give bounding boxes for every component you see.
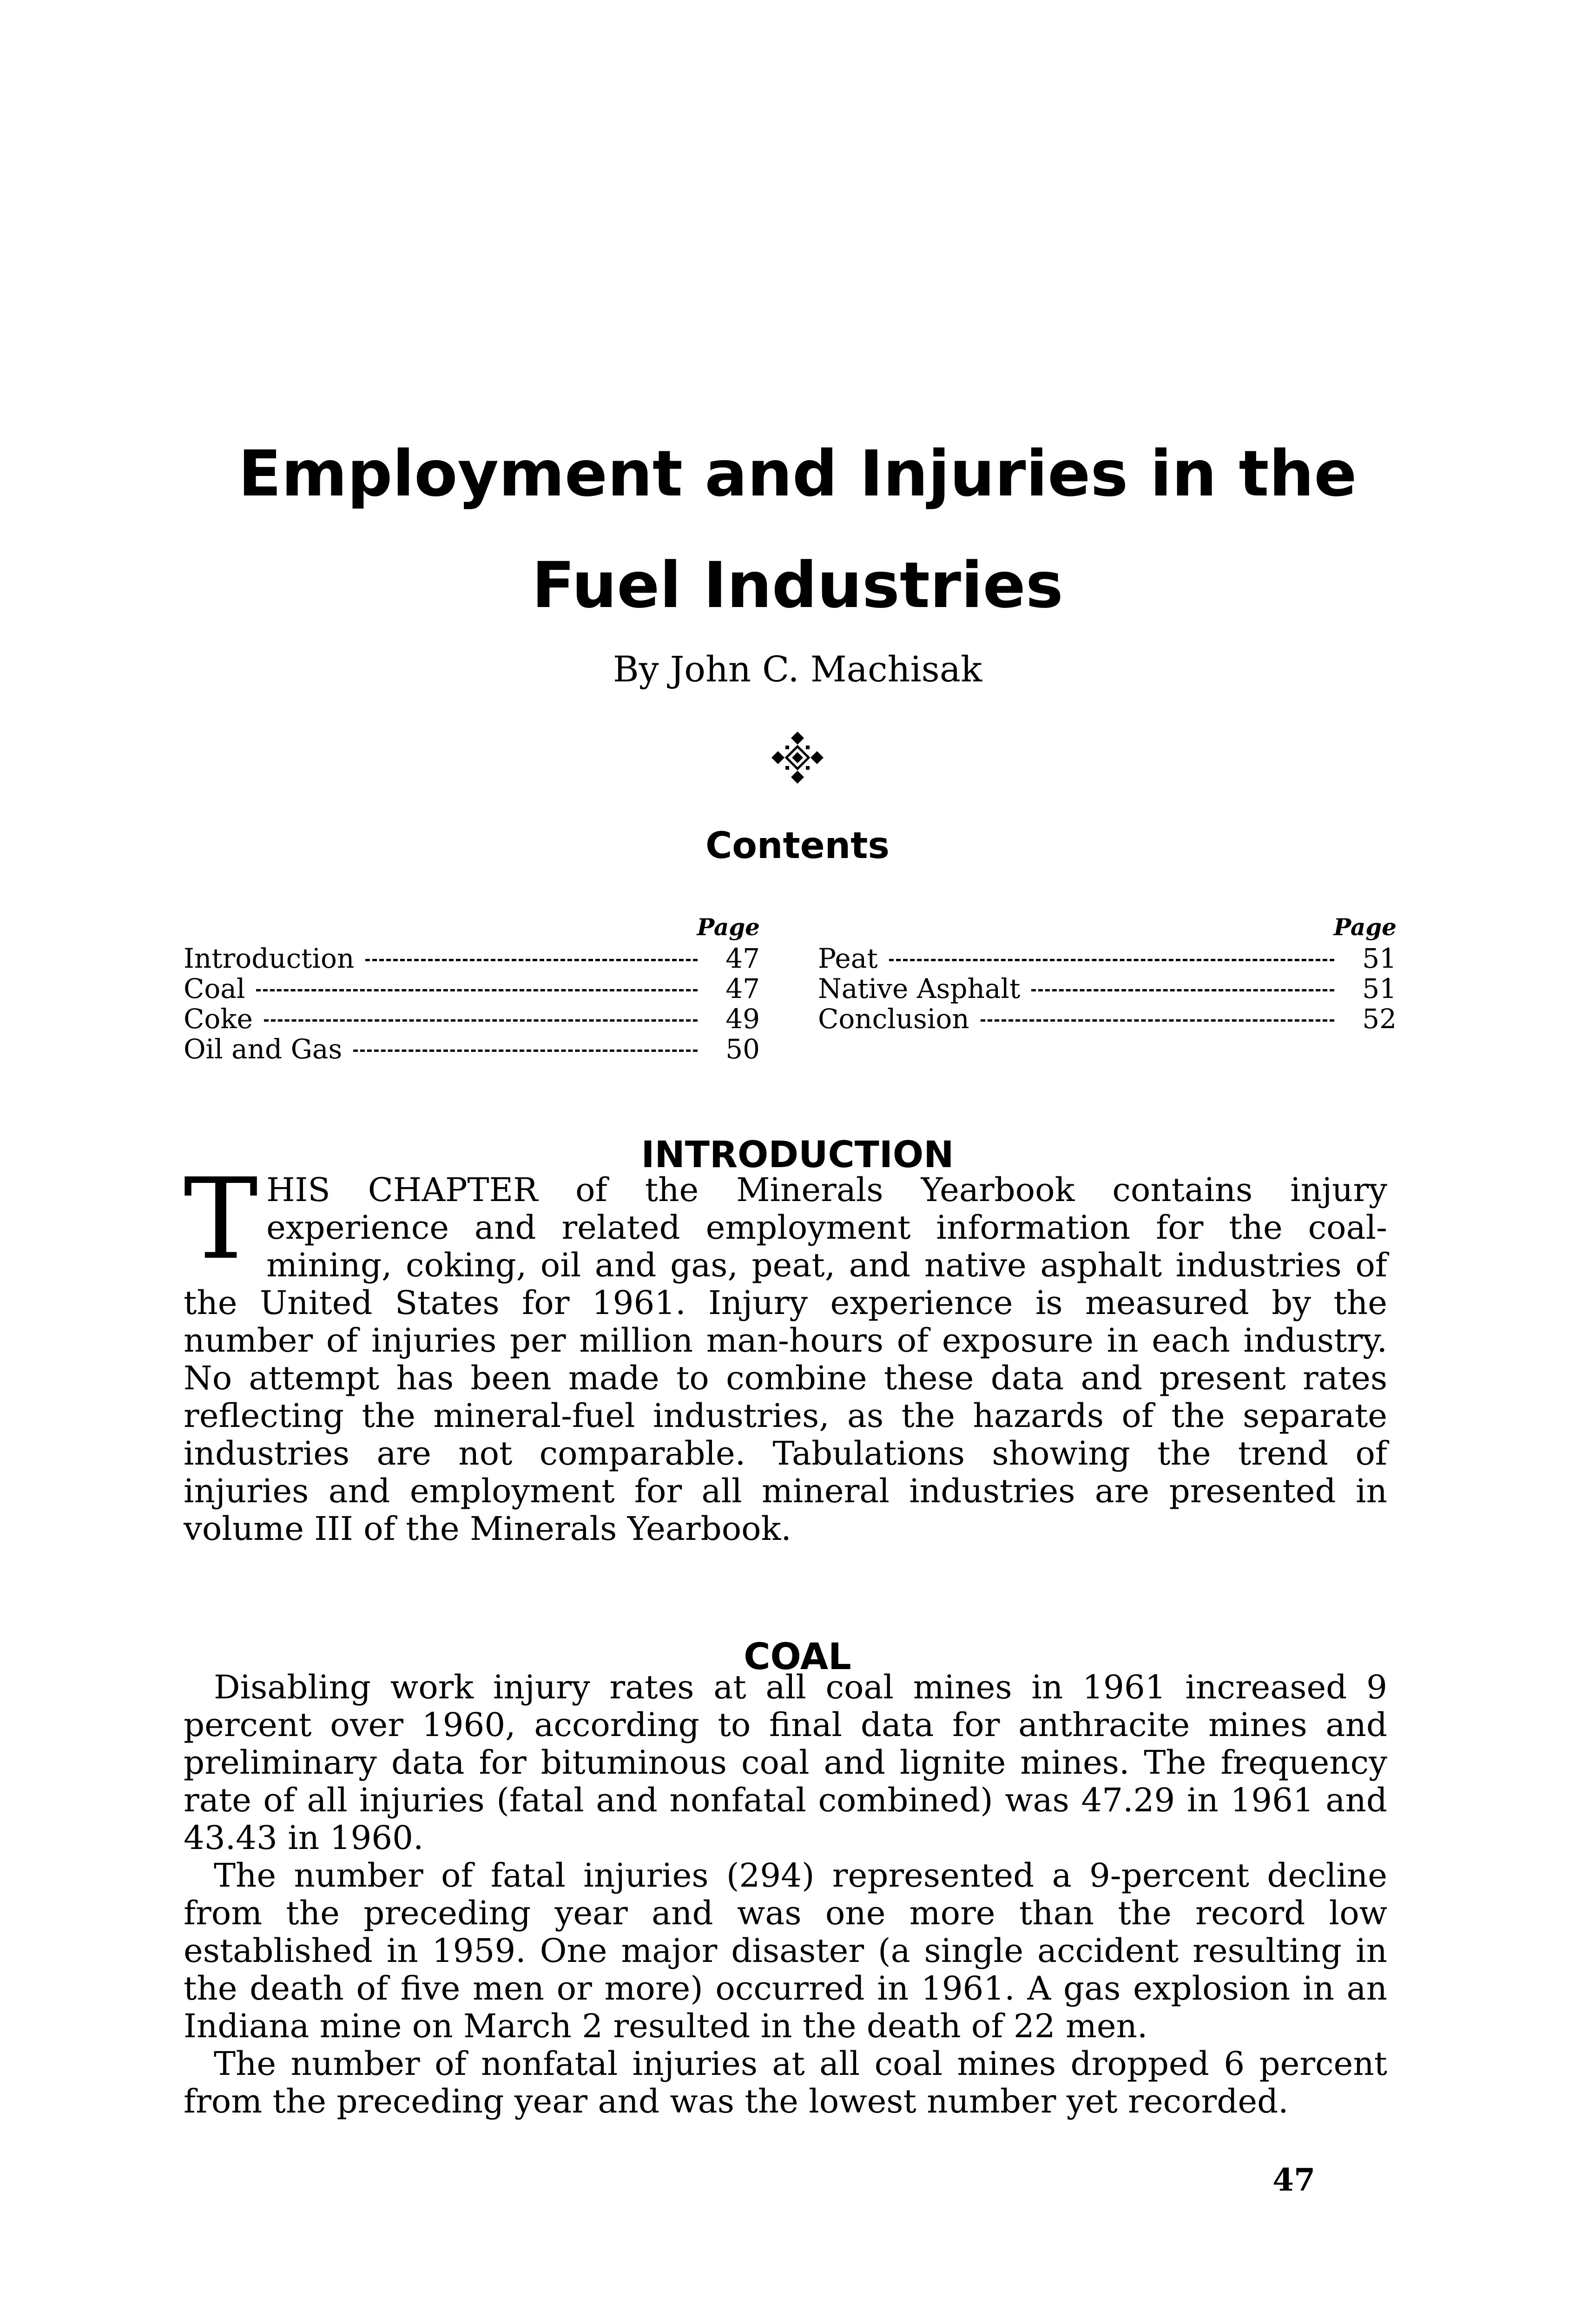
toc-entry: [184, 1034, 760, 1064]
page-number: 47: [1272, 2162, 1315, 2198]
introduction-text: HIS CHAPTER of the Minerals Yearbook contains injury experience and related employment information for the coal-mining, coking, oil and gas, peat, and native asphalt industries of the United States for 1961. Injury experience is measured by the number of injuries per million man-hours of exposure in each industry. No attempt has been made to combine these data and present rates reflecting the mineral-fuel industries, as the hazards of the separate industries are not comparable. Tabulations showing the trend of injuries and employment for all mineral industries are presented in volume III of the Minerals Yearbook.: [184, 1171, 1387, 1548]
coal-paragraph: Disabling work injury rates at all coal mines in 1961 increased 9 percent over 1960, according to final data for anthracite mines and preliminary data for bituminous coal and lignite mines. The frequency rate of all injuries (fatal and nonfatal combined) was 47.29 in 1961 and 43.43 in 1960.: [184, 1668, 1387, 1857]
toc-entry-title: Coal: [184, 973, 245, 1004]
toc-entry-title: Native Asphalt: [818, 973, 1021, 1004]
toc-leader: [981, 1019, 1334, 1022]
toc-entry: [818, 1004, 1397, 1034]
toc-entry: [818, 974, 1397, 1004]
chapter-title-line-1: Employment and Injuries in the: [238, 437, 1357, 511]
toc-entry-title: Coke: [184, 1003, 253, 1035]
toc-left-column: [184, 911, 760, 1064]
toc-right-column: [818, 911, 1397, 1034]
chapter-title-line-2: Fuel Industries: [532, 549, 1063, 622]
toc-entry-page: 49: [725, 1003, 760, 1035]
toc-leader: [264, 1019, 698, 1022]
toc-entry: [184, 944, 760, 974]
toc-leader: [889, 959, 1334, 961]
drop-cap: T: [184, 1154, 258, 1284]
toc-entry: [184, 1004, 760, 1034]
author-byline: By John C. Machisak: [613, 648, 982, 690]
toc-entry-page: 52: [1362, 1003, 1397, 1035]
toc-entry-title: Peat: [818, 943, 878, 974]
coal-paragraph: The number of fatal injuries (294) represented a 9-percent decline from the preceding year and was one more than the record low established in 1959. One major disaster (a single accident resulting in the death of five men or more) occurred in 1961. A gas explosion in an Indiana mine on March 2 resulted in the death of 22 men.: [184, 1856, 1387, 2045]
toc-entry: [184, 974, 760, 1004]
toc-entry-page: 51: [1362, 973, 1397, 1004]
toc-leader: [1031, 989, 1334, 991]
toc-leader: [365, 959, 698, 961]
toc-entry-title: Conclusion: [818, 1003, 969, 1035]
toc-entry: [818, 944, 1397, 974]
coal-paragraph: The number of nonfatal injuries at all coal mines dropped 6 percent from the preceding year and was the lowest number yet recorded.: [184, 2045, 1387, 2120]
toc-page-label: Page: [1333, 913, 1397, 941]
toc-entry-title: Introduction: [184, 943, 355, 974]
toc-leader: [256, 989, 698, 991]
toc-entry-page: 47: [725, 943, 760, 974]
introduction-heading: INTRODUCTION: [641, 1134, 954, 1176]
toc-leader: [353, 1050, 698, 1052]
coal-section: [184, 1669, 1387, 2120]
toc-entry-page: 47: [725, 973, 760, 1004]
toc-entry-page: 50: [725, 1033, 760, 1065]
toc-entry-page: 51: [1362, 943, 1397, 974]
ornament-icon: [770, 730, 825, 786]
coal-heading: COAL: [744, 1636, 851, 1678]
toc-page-label: Page: [697, 913, 760, 941]
contents-heading: Contents: [705, 825, 890, 867]
toc-entry-title: Oil and Gas: [184, 1033, 343, 1065]
